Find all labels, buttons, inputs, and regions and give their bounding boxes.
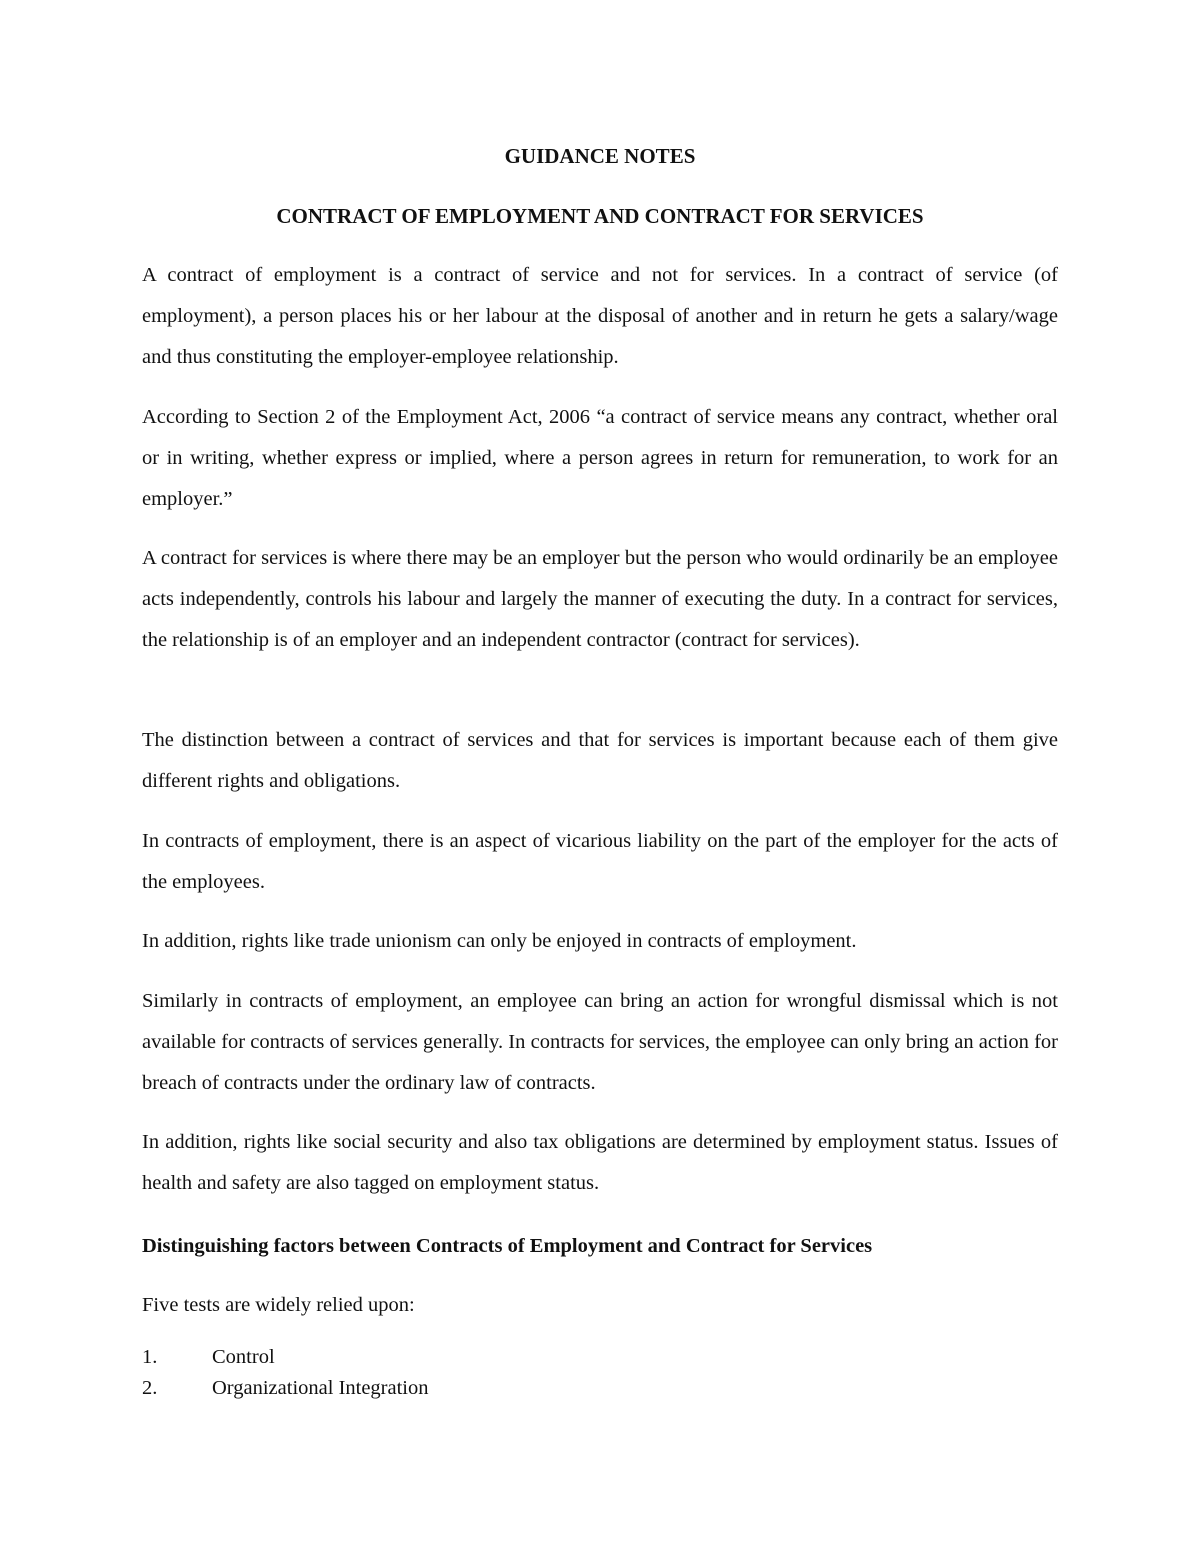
- paragraph-8: In addition, rights like social security and also tax obligations are determined by employment status. Issues of health and safety are also tagged on employment status.: [142, 1131, 1058, 1194]
- paragraph-2: According to Section 2 of the Employment Act, 2006 “a contract of service means any contract, whether oral or in writing, whether express or implied, where a person agrees in return for remuneration, to work for an employer.”: [142, 406, 1058, 510]
- list-item-text: Organizational Integration: [212, 1377, 429, 1399]
- paragraph-3: A contract for services is where there may be an employer but the person who would ordinarily be an employee acts independently, controls his labour and largely the manner of executing the duty. In a contract for services, the relationship is of an employer and an independent contractor (contract for services).: [142, 547, 1058, 651]
- paragraph-4: The distinction between a contract of services and that for services is important because each of them give different rights and obligations.: [142, 729, 1058, 792]
- paragraph-5: In contracts of employment, there is an aspect of vicarious liability on the part of the employer for the acts of the employees.: [142, 830, 1058, 893]
- document-subtitle: CONTRACT OF EMPLOYMENT AND CONTRACT FOR SERVICES: [276, 204, 924, 228]
- list-item-text: Control: [212, 1346, 275, 1368]
- tests-list: [142, 1342, 1058, 1404]
- paragraph-7: Similarly in contracts of employment, an employee can bring an action for wrongful dismissal which is not available for contracts of services generally. In contracts for services, the employee can only bring an action for breach of contracts under the ordinary law of contracts.: [142, 990, 1058, 1094]
- list-item: [142, 1373, 1058, 1404]
- section-heading: Distinguishing factors between Contracts of Employment and Contract for Services: [142, 1235, 873, 1257]
- list-item: [142, 1342, 1058, 1373]
- list-intro: Five tests are widely relied upon:: [142, 1294, 415, 1316]
- list-item-number: 1.: [142, 1346, 158, 1368]
- paragraph-6: In addition, rights like trade unionism can only be enjoyed in contracts of employment.: [142, 930, 857, 952]
- list-item-number: 2.: [142, 1377, 158, 1399]
- document-title: GUIDANCE NOTES: [504, 144, 696, 168]
- paragraph-1: A contract of employment is a contract of service and not for services. In a contract of service (of employment), a person places his or her labour at the disposal of another and in return he gets a salary/wage and thus constituting the employer-employee relationship.: [142, 264, 1058, 368]
